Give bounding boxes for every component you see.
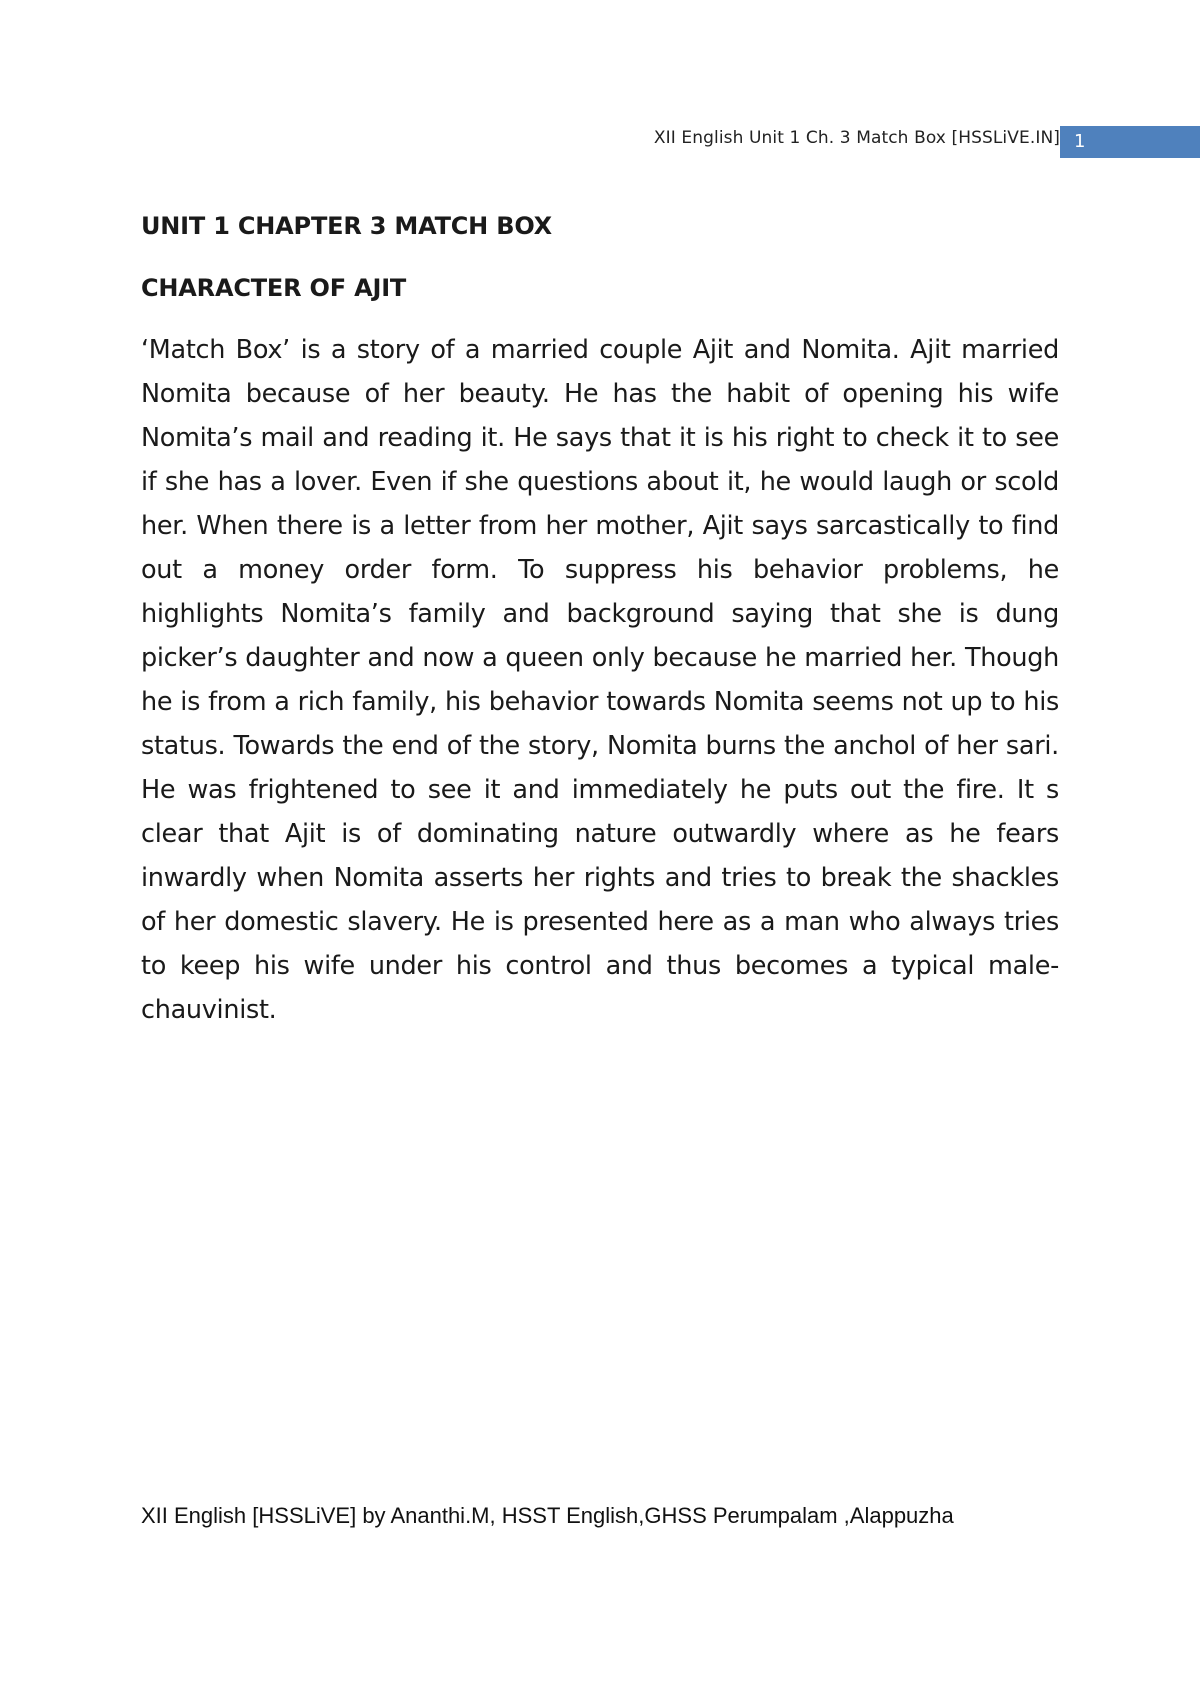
document-body bbox=[141, 212, 1059, 1032]
body-paragraph: ‘Match Box’ is a story of a married couple Ajit and Nomita. Ajit married Nomita because of her beauty. He has the habit of opening his wife Nomita’s mail and reading it. He says that it is his right to check it to see if she has a lover. Even if she questions about it, he would laugh or scold her. When there is a letter from her mother, Ajit says sarcastically to find out a money order form. To suppress his behavior problems, he highlights Nomita’s family and background saying that she is dung picker’s daughter and now a queen only because he married her. Though he is from a rich family, his behavior towards Nomita seems not up to his status. Towards the end of the story, Nomita burns the anchol of her sari. He was frightened to see it and immediately he puts out the fire. It s clear that Ajit is of dominating nature outwardly where as he fears inwardly when Nomita asserts her rights and tries to break the shackles of her domestic slavery. He is presented here as a man who always tries to keep his wife under his control and thus becomes a typical male- chauvinist. bbox=[141, 335, 1059, 1025]
document-title: UNIT 1 CHAPTER 3 MATCH BOX bbox=[141, 212, 552, 240]
section-heading: CHARACTER OF AJIT bbox=[141, 274, 407, 302]
running-header: XII English Unit 1 Ch. 3 Match Box [HSSLiVE.IN] bbox=[653, 128, 1060, 148]
page-footer: XII English [HSSLiVE] by Ananthi.M, HSST English,GHSS Perumpalam ,Alappuzha bbox=[141, 1503, 954, 1528]
page-number-badge: 1 bbox=[1060, 126, 1200, 158]
